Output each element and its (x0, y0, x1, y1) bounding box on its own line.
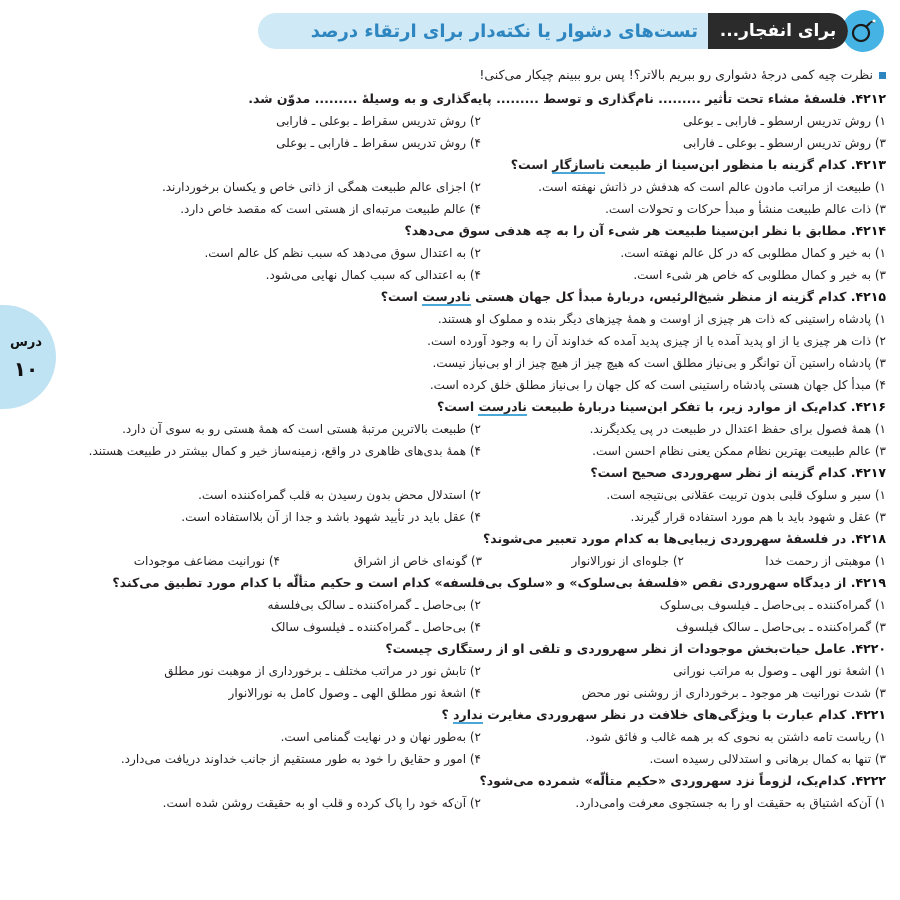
question-number: ۴۲۱۷. (850, 465, 886, 480)
options-row (76, 264, 886, 286)
question-text-end: است؟ (437, 399, 475, 414)
option-3: ۳) گونه‌ای خاص از اشراق (353, 554, 482, 568)
options-row (76, 440, 886, 462)
question-text: از دیدگاه سهروردی نقص «فلسفهٔ بی‌سلوک» و «سلوک بی‌فلسفه» کدام است و حکیم متألّه با کدام مورد تطبیق می‌کند؟ (112, 575, 847, 590)
lesson-number: ۱۰ (13, 357, 39, 381)
option-4: ۴) روش تدریس سقراط ـ فارابی ـ بوعلی (276, 136, 481, 150)
question-text-end: است؟ (380, 289, 418, 304)
options-row (76, 748, 886, 770)
options-row (76, 132, 886, 154)
option-4: ۴) عالم طبیعت مرتبه‌ای از هستی است که مقصد خاص دارد. (180, 202, 481, 216)
options-row (76, 682, 886, 704)
question-text-end: است؟ (510, 157, 548, 172)
option-3: ۳) روش تدریس ارسطو ـ بوعلی ـ فارابی (683, 136, 886, 150)
question-text: کدام‌یک از موارد زیر، با تفکر ابن‌سینا دربارهٔ طبیعت (531, 399, 847, 414)
header-title: تست‌های دشوار یا نکته‌دار برای ارتقاء درصد (310, 20, 698, 42)
question-4216 (76, 396, 886, 418)
question-4218 (76, 528, 886, 550)
bomb-icon (842, 10, 884, 52)
options-row (76, 418, 886, 440)
option-2: ۲) جلوه‌ای از نورالانوار (571, 554, 684, 568)
question-text: کدام‌یک، لزوماً نزد سهروردی «حکیم متألّه» شمرده می‌شود؟ (479, 773, 847, 788)
options-row (76, 484, 886, 506)
option-2: ۲) آن‌که خود را پاک کرده و قلب او به حقیقت روشن شده است. (162, 796, 481, 810)
option-3: ۳) تنها به کمال برهانی و استدلالی رسیده است. (649, 752, 886, 766)
option-1: ۱) روش تدریس ارسطو ـ فارابی ـ بوعلی (683, 114, 886, 128)
question-number: ۴۲۱۴. (850, 223, 886, 238)
square-bullet-icon (879, 72, 886, 79)
option-2: ۲) استدلال محض بدون رسیدن به قلب گمراه‌کننده است. (198, 488, 481, 502)
option-3: ۳) عالم طبیعت بهترین نظام ممکن یعنی نظام احسن است. (592, 444, 886, 458)
question-4221 (76, 704, 886, 726)
question-4214 (76, 220, 886, 242)
question-text: عامل حیات‌بخش موجودات از نظر سهروردی و تلقی او از رستگاری چیست؟ (385, 641, 847, 656)
question-underlined-word: نادرست (422, 289, 471, 304)
option-4: ۴) امور و حقایق را خود به طور مستقیم از جانب خداوند دریافت می‌دارد. (120, 752, 481, 766)
options-row (76, 110, 886, 132)
questions-content (76, 64, 886, 814)
option-3: ۳) عقل و شهود باید با هم مورد استفاده قرار گیرند. (630, 510, 886, 524)
option-3: ۳) به خیر و کمال مطلوبی که خاص هر شیء است. (633, 268, 886, 282)
bomb-icon-graphic (849, 17, 877, 45)
intro-text: نظرت چیه کمی درجهٔ دشواری رو ببریم بالاتر؟! پس برو ببینم چیکار می‌کنی! (479, 67, 873, 82)
question-text-end: ؟ (441, 707, 449, 722)
option-2: ۲) طبیعت بالاترین مرتبهٔ هستی است که همهٔ هستی رو به سوی آن دارد. (122, 422, 481, 436)
option-2: ۲) اجزای عالم طبیعت همگی از ذاتی خاص و یکسان برخوردارند. (161, 180, 481, 194)
question-number: ۴۲۲۱. (850, 707, 886, 722)
question-text: کدام عبارت با ویژگی‌های خلافت در نظر سهروردی مغایرت (487, 707, 847, 722)
intro-line (76, 64, 886, 86)
option-3: ۳) گمراه‌کننده ـ بی‌حاصل ـ سالک فیلسوف (676, 620, 886, 634)
header-dark-label: برای انفجار... (708, 13, 848, 49)
question-underlined-word: ناسازگار (552, 157, 605, 172)
option-1: ۱) طبیعت از مراتب مادون عالم است که هدفش در ذاتش نهفته است. (538, 180, 886, 194)
option-1: ۱) همهٔ فصول برای حفظ اعتدال در طبیعت در پی یکدیگرند. (589, 422, 886, 436)
option-2: ۲) تابش نور در مراتب مختلف ـ برخورداری از موهبت نور مطلق (164, 664, 481, 678)
option-1: ۱) ریاست تامه داشتن به نحوی که بر همه غالب و فائق شود. (585, 730, 886, 744)
question-number: ۴۲۱۹. (850, 575, 886, 590)
option-1: ۱) آن‌که اشتیاق به حقیقت او را به جستجوی معرفت وامی‌دارد. (575, 796, 886, 810)
lesson-word: درس (9, 335, 43, 350)
question-number: ۴۲۱۳. (850, 157, 886, 172)
options-row (76, 506, 886, 528)
option-1: ۱) موهبتی از رحمت خدا (765, 554, 886, 568)
question-underlined-word: ندارد (453, 707, 483, 722)
option-3: ۳) ذات عالم طبیعت منشأ و مبدأ حرکات و تحولات است. (605, 202, 886, 216)
question-text: در فلسفهٔ سهروردی زیبایی‌ها به کدام مورد تعبیر می‌شوند؟ (482, 531, 847, 546)
option-2: ۲) به‌طور نهان و در نهایت گمنامی است. (280, 730, 481, 744)
options-row (76, 242, 886, 264)
question-4215 (76, 286, 886, 308)
option-2: ۲) به اعتدال سوق می‌دهد که سبب نظم کل عالم است. (204, 246, 481, 260)
lesson-tab (0, 305, 56, 409)
option-1: ۱) به خیر و کمال مطلوبی که در کل عالم نهفته است. (620, 246, 886, 260)
options-row (76, 176, 886, 198)
option-2: ۲) روش تدریس سقراط ـ بوعلی ـ فارابی (276, 114, 481, 128)
option-1: ۱) گمراه‌کننده ـ بی‌حاصل ـ فیلسوف بی‌سلوک (659, 598, 886, 612)
question-text: کدام گزینه با منظور ابن‌سینا از طبیعت (609, 157, 847, 172)
question-text: کدام گزینه از منظر شیخ‌الرئیس، دربارهٔ مبدأ کل جهان هستی (475, 289, 847, 304)
option-2: ۲) بی‌حاصل ـ گمراه‌کننده ـ سالک بی‌فلسفه (267, 598, 481, 612)
question-4219 (76, 572, 886, 594)
question-4222 (76, 770, 886, 792)
header-pill (258, 13, 848, 49)
option-1: ۱) سیر و سلوک قلبی بدون تربیت عقلانی بی‌نتیجه است. (606, 488, 886, 502)
option-4: ۴) همهٔ بدی‌های ظاهری در واقع، زمینه‌ساز خیر و کمال بیشتر در طبیعت هستند. (88, 444, 481, 458)
options-row (76, 198, 886, 220)
question-number: ۴۲۱۸. (850, 531, 886, 546)
options-row (76, 550, 886, 572)
option-4: ۴) نورانیت مضاعف موجودات (133, 554, 280, 568)
options-row (76, 792, 886, 814)
option-1: ۱) پادشاه راستینی که ذات هر چیزی از اوست و همهٔ چیزهای دیگر بنده و مملوک او هستند. (437, 312, 886, 326)
question-text: کدام گزینه از نظر سهروردی صحیح است؟ (590, 465, 847, 480)
option-4: ۴) عقل باید در تأیید شهود باشد و جدا از آن بلااستفاده است. (181, 510, 481, 524)
question-text: مطابق با نظر ابن‌سینا طبیعت هر شیء آن را به چه هدفی سوق می‌دهد؟ (404, 223, 847, 238)
question-4213 (76, 154, 886, 176)
option-4: ۴) اشعهٔ نور مطلق الهی ـ وصول کامل به نورالانوار (228, 686, 481, 700)
option-3: ۳) شدت نورانیت هر موجود ـ برخورداری از روشنی نور محض (581, 686, 886, 700)
option-1: ۱) اشعهٔ نور الهی ـ وصول به مراتب نورانی (673, 664, 886, 678)
question-number: ۴۲۱۶. (850, 399, 886, 414)
option-2: ۲) ذات هر چیزی یا از او پدید آمده یا از چیزی پدید آمده که خداوند آن را به وجود آورده است. (427, 334, 886, 348)
question-4217 (76, 462, 886, 484)
options-row (76, 660, 886, 682)
option-3: ۳) پادشاه راستین آن توانگر و بی‌نیاز مطلق است که هیچ چیز از هیچ چیز از او بی‌نیاز نیست. (432, 356, 886, 370)
question-underlined-word: نادرست (478, 399, 527, 414)
options-row (76, 616, 886, 638)
option-4: ۴) مبدأ کل جهان هستی پادشاه راستینی است که کل جهان را بی‌نیاز مطلق خلق کرده است. (429, 378, 886, 392)
option-4: ۴) به اعتدالی که سبب کمال نهایی می‌شود. (265, 268, 481, 282)
option-4: ۴) بی‌حاصل ـ گمراه‌کننده ـ فیلسوف سالک (271, 620, 481, 634)
question-number: ۴۲۲۲. (850, 773, 886, 788)
question-number: ۴۲۱۲. (850, 91, 886, 106)
question-4212 (76, 88, 886, 110)
section-header (248, 8, 888, 52)
question-number: ۴۲۲۰. (850, 641, 886, 656)
options-row (76, 726, 886, 748)
question-number: ۴۲۱۵. (850, 289, 886, 304)
question-4220 (76, 638, 886, 660)
question-text: فلسفهٔ مشاء تحت تأثیر ......... نام‌گذاری و توسط ......... پایه‌گذاری و به وسیلهٔ ......... مدوّن شد. (248, 91, 847, 106)
options-row (76, 594, 886, 616)
